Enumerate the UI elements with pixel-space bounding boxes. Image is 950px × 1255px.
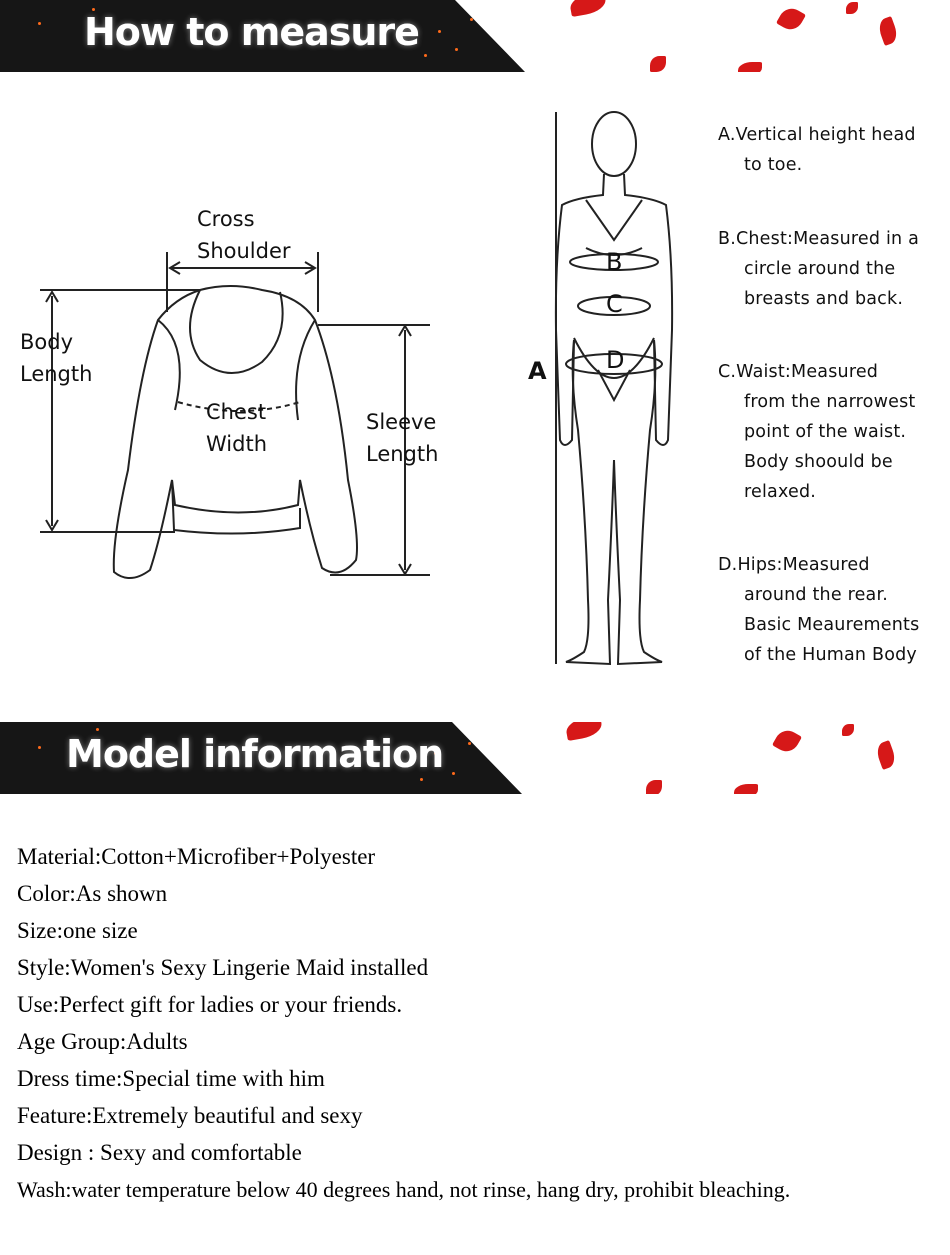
ember-decoration — [424, 54, 427, 57]
legend-heading: C.Waist:Measured — [718, 362, 879, 382]
ember-decoration — [468, 742, 471, 745]
ember-decoration — [455, 48, 458, 51]
legend-text: of the Human Body — [744, 645, 917, 665]
rose-petal-decoration — [876, 16, 900, 46]
rose-petal-decoration — [842, 724, 854, 736]
ember-decoration — [96, 728, 99, 731]
rose-petal-decoration — [874, 740, 898, 770]
info-material: Material:Cotton+Microfiber+Polyester — [17, 844, 376, 869]
figure-label-a: A — [528, 357, 547, 385]
cross-shoulder-label — [197, 203, 291, 267]
legend-text: circle around the — [744, 259, 896, 279]
model-information-banner — [0, 722, 950, 794]
info-wash: Wash:water temperature below 40 degrees hand, not rinse, hang dry, prohibit bleaching. — [17, 1177, 791, 1202]
legend-text: breasts and back. — [744, 289, 904, 309]
sleeve-length-line2: Length — [366, 442, 439, 466]
info-dress-time: Dress time:Special time with him — [17, 1066, 325, 1091]
legend-text: Basic Meaurements — [744, 615, 920, 635]
rose-petal-decoration — [772, 726, 802, 756]
legend-text: around the rear. — [744, 585, 889, 605]
info-age-group: Age Group:Adults — [17, 1029, 188, 1054]
info-color: Color:As shown — [17, 881, 168, 906]
rose-petal-decoration — [650, 56, 666, 72]
ember-decoration — [452, 772, 455, 775]
section-title: How to measure — [84, 10, 419, 54]
chest-width-label — [206, 396, 267, 460]
measurement-legend-b — [718, 224, 950, 314]
legend-text: Body shoould be — [744, 452, 893, 472]
info-use: Use:Perfect gift for ladies or your friends. — [17, 992, 403, 1017]
rose-petal-decoration — [646, 780, 662, 794]
legend-text: relaxed. — [744, 482, 817, 502]
legend-heading: A.Vertical height head — [718, 125, 916, 145]
info-size: Size:one size — [17, 918, 138, 943]
how-to-measure-banner — [0, 0, 950, 72]
legend-text: point of the waist. — [744, 422, 907, 442]
rose-petal-decoration — [846, 2, 858, 14]
ember-decoration — [470, 18, 473, 21]
ember-decoration — [38, 22, 41, 25]
info-design: Design : Sexy and comfortable — [17, 1140, 302, 1165]
figure-label-d: D — [606, 346, 625, 374]
measurement-legend-d — [718, 550, 950, 670]
cross-shoulder-line1: Cross — [197, 207, 255, 231]
human-figure-outline — [556, 112, 672, 664]
ember-decoration — [420, 778, 423, 781]
section-title: Model information — [66, 732, 444, 776]
info-feature: Feature:Extremely beautiful and sexy — [17, 1103, 363, 1128]
sleeve-length-line1: Sleeve — [366, 410, 437, 434]
legend-heading: D.Hips:Measured — [718, 555, 870, 575]
body-length-line1: Body — [20, 330, 74, 354]
measurement-legend-c — [718, 357, 950, 507]
ember-decoration — [438, 30, 441, 33]
chest-width-line1: Chest — [206, 400, 267, 424]
rose-petal-decoration — [738, 62, 762, 72]
measurement-legend-a — [718, 120, 950, 180]
sleeve-length-label — [366, 406, 438, 470]
model-info-list — [17, 838, 947, 1208]
chest-width-line2: Width — [206, 432, 268, 456]
info-style: Style:Women's Sexy Lingerie Maid installed — [17, 955, 429, 980]
body-length-label — [20, 326, 92, 390]
legend-heading: B.Chest:Measured in a — [718, 229, 920, 249]
legend-text: from the narrowest — [744, 392, 916, 412]
rose-petal-decoration — [776, 4, 806, 34]
figure-label-c: C — [606, 290, 623, 318]
ember-decoration — [38, 746, 41, 749]
rose-petal-decoration — [565, 722, 604, 741]
rose-petal-decoration — [734, 784, 758, 794]
cross-shoulder-line2: Shoulder — [197, 239, 291, 263]
legend-text: to toe. — [744, 155, 803, 175]
rose-petal-decoration — [569, 0, 608, 17]
body-length-line2: Length — [20, 362, 93, 386]
figure-label-b: B — [606, 248, 623, 276]
